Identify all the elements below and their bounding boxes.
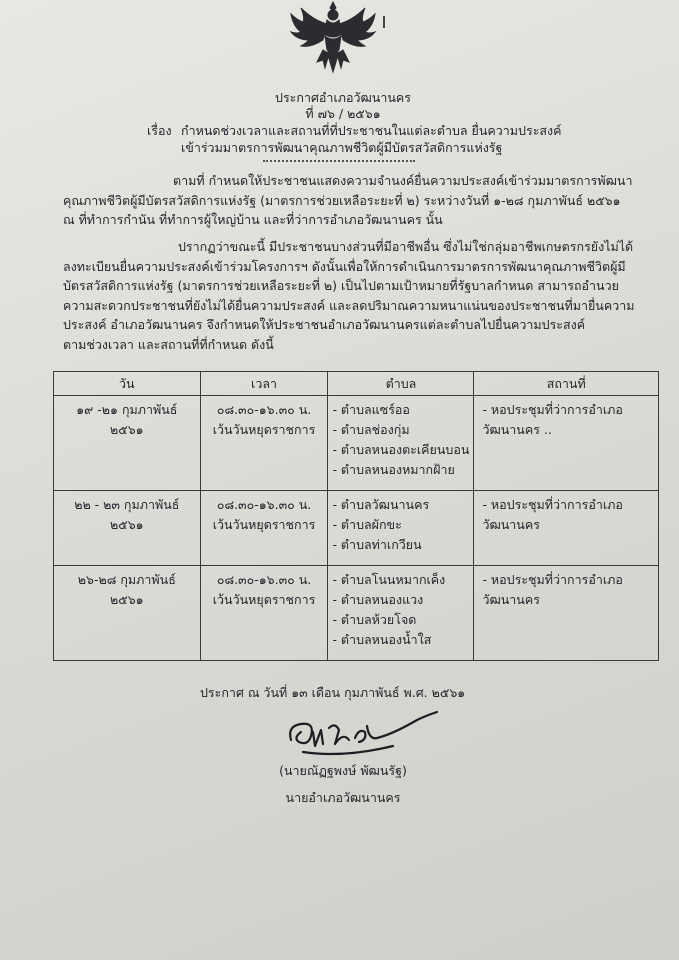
header-day: วัน — [54, 372, 201, 396]
header-time: เวลา — [200, 372, 328, 396]
table-row — [54, 396, 659, 491]
day-text: ๑๙ -๒๑ กุมภาพันธ์ — [76, 402, 178, 417]
announce-date: ประกาศ ณ วันที่ ๑๓ เดือน กุมภาพันธ์ พ.ศ. ๒๕๖๑ — [200, 685, 466, 700]
table-header-row — [54, 372, 659, 396]
year-text: ๒๕๖๑ — [110, 422, 144, 437]
paragraph-1 — [63, 171, 632, 230]
subdistrict-item: - ตำบลผักขะ — [332, 517, 402, 533]
table-row — [54, 565, 659, 661]
subdistrict-item: - ตำบลโนนหมากเค็ง — [332, 571, 446, 587]
place-text: - หอประชุมที่ว่าการอำเภอ — [482, 497, 623, 513]
paragraph-1-line: ตามที่ กำหนดให้ประชาชนแสดงความจำนงค์ยื่นความประสงค์เข้าร่วมมาตรการพัฒนา — [173, 173, 633, 188]
header-subdistrict: ตำบล — [328, 372, 474, 396]
subject-label: เรื่อง — [147, 123, 172, 138]
paragraph-1-line: คุณภาพชีวิตผู้มีบัตรสวัสดิการแห่งรัฐ (มาตรการช่วยเหลือระยะที่ ๒) ระหว่างวันที่ ๑-๒๘ กุมภาพันธ์ ๒๕๖๑ — [63, 192, 621, 208]
subdistrict-item: - ตำบลหนองหมากฝ้าย — [332, 462, 455, 477]
dotted-separator — [263, 160, 415, 162]
paragraph-2-line: ปรากฏว่าขณะนี้ มีประชาชนบางส่วนที่มีอาชีพอื่น ซึ่งไม่ใช่กลุ่มอาชีพเกษตรกรยังไม่ได้ — [178, 239, 634, 254]
subdistrict-item: - ตำบลหนองน้ำใส — [332, 631, 432, 647]
place-cell — [474, 565, 659, 661]
subdistrict-item: - ตำบลช่องกุ่ม — [332, 422, 410, 437]
place-text: - หอประชุมที่ว่าการอำเภอ — [482, 571, 623, 587]
subject-line-1: กำหนดช่วงเวลาและสถานที่ที่ประชาชนในแต่ละตำบล ยื่นความประสงค์ — [181, 123, 562, 138]
subdistrict-item: - ตำบลวัฒนานคร — [332, 497, 430, 513]
margin-mark — [383, 16, 385, 28]
time-cell — [200, 491, 328, 565]
subdistrict-cell — [328, 565, 474, 661]
office-title: ประกาศอำเภอวัฒนานคร — [275, 90, 411, 105]
time-cell — [200, 396, 328, 491]
table-row — [54, 491, 659, 565]
subdistrict-cell — [328, 491, 474, 565]
day-cell — [54, 491, 201, 565]
time-note: เว้นวันหยุดราชการ — [212, 422, 316, 437]
time-note: เว้นวันหยุดราชการ — [212, 591, 316, 607]
announcement-number: ที่ ๗๖ / ๒๕๖๑ — [305, 106, 381, 121]
place-text: วัฒนานคร — [482, 517, 540, 533]
place-cell — [474, 491, 659, 565]
place-text: วัฒนานคร — [482, 591, 540, 607]
subdistrict-cell — [328, 396, 474, 491]
paragraph-2-line: บัตรสวัสดิการแห่งรัฐ (มาตรการช่วยเหลือระยะที่ ๒) เป็นไปตามเป้าหมายที่รัฐบาลกำหนด สามารถอำนวย — [63, 278, 619, 294]
header-place: สถานที่ — [474, 372, 659, 396]
subdistrict-item: - ตำบลห้วยโจด — [332, 611, 417, 627]
year-text: ๒๕๖๑ — [110, 517, 144, 533]
day-text: ๒๒ - ๒๓ กุมภาพันธ์ — [74, 497, 180, 513]
subject-line-2: เข้าร่วมมาตรการพัฒนาคุณภาพชีวิตผู้มีบัตรสวัสดิการแห่งรัฐ — [181, 140, 503, 155]
year-text: ๒๕๖๑ — [110, 591, 144, 607]
day-text: ๒๖-๒๘ กุมภาพันธ์ — [77, 571, 176, 587]
subdistrict-item: - ตำบลหนองตะเคียนบอน — [332, 442, 470, 457]
garuda-emblem-icon — [287, 0, 379, 76]
paragraph-2-line: ตามช่วงเวลา และสถานที่ที่กำหนด ดังนี้ — [63, 336, 274, 352]
signer-name: (นายณัฏฐพงษ์ พัฒนรัฐ) — [279, 763, 407, 778]
subdistrict-item: - ตำบลหนองแวง — [332, 591, 424, 607]
signature-icon — [283, 702, 453, 762]
time-cell — [200, 565, 328, 661]
time-text: ๐๘.๓๐-๑๖.๓๐ น. — [216, 402, 312, 417]
paragraph-2-line: ความสะดวกประชาชนที่ยังไม่ได้ยื่นความประสงค์ และลดปริมาณความหนาแน่นของประชาชนที่มายื่นความ — [63, 297, 635, 313]
day-cell — [54, 565, 201, 661]
place-text: วัฒนานคร .. — [482, 422, 552, 437]
paragraph-1-line: ณ ที่ทำการกำนัน ที่ทำการผู้ใหญ่บ้าน และที่ว่าการอำเภอวัฒนานคร นั้น — [63, 212, 443, 228]
paragraph-2-line: ประสงค์ อำเภอวัฒนานคร จึงกำหนดให้ประชาชนอำเภอวัฒนานครแต่ละตำบลไปยื่นความประสงค์ — [63, 317, 586, 333]
schedule-table — [53, 371, 659, 661]
day-cell — [54, 396, 201, 491]
subdistrict-item: - ตำบลแซร์ออ — [332, 402, 410, 417]
time-note: เว้นวันหยุดราชการ — [212, 517, 316, 533]
paragraph-2-line: ลงทะเบียนยื่นความประสงค์เข้าร่วมโครงการฯ ดังนั้นเพื่อให้การดำเนินการมาตรการพัฒนาคุณภาพชีวิตผู้มี — [63, 258, 626, 274]
time-text: ๐๘.๓๐-๑๖.๓๐ น. — [216, 497, 312, 513]
subdistrict-item: - ตำบลท่าเกวียน — [332, 537, 422, 553]
place-cell — [474, 396, 659, 491]
signer-title: นายอำเภอวัฒนานคร — [285, 790, 401, 805]
paragraph-2 — [63, 237, 634, 355]
time-text: ๐๘.๓๐-๑๖.๓๐ น. — [216, 571, 312, 587]
place-text: - หอประชุมที่ว่าการอำเภอ — [482, 402, 623, 417]
